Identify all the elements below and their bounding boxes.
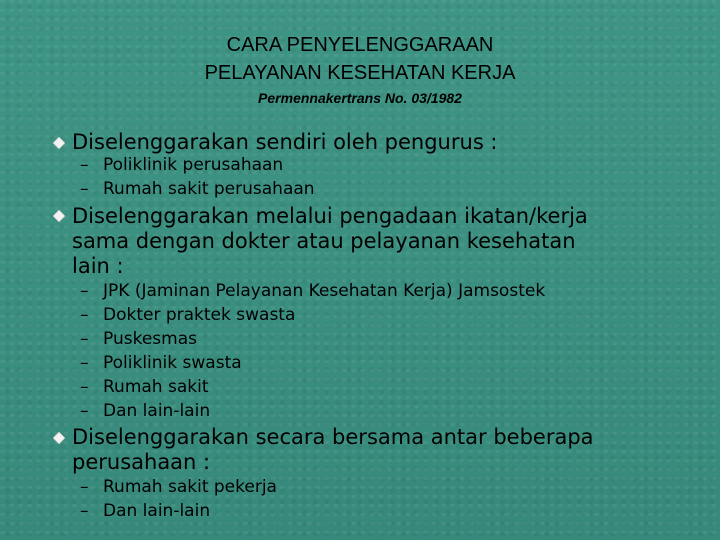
slide-title-line-2: PELAYANAN KESEHATAN KERJA — [204, 62, 516, 84]
dash-icon: – — [80, 281, 89, 301]
bullet-1-text: Diselenggarakan sendiri oleh pengurus : — [72, 130, 498, 154]
dash-icon: – — [80, 501, 89, 521]
diamond-bullet-icon — [53, 210, 65, 222]
bullet-2-text-line-1: Diselenggarakan melalui pengadaan ikatan/kerja — [72, 204, 588, 228]
dash-icon: – — [80, 155, 89, 175]
bullet-3-text-line-2: perusahaan : — [72, 450, 211, 474]
bullet-2-subitem-3: Puskesmas — [103, 329, 197, 349]
diamond-bullet-icon — [53, 432, 65, 444]
bullet-3-subitem-2: Dan lain-lain — [103, 501, 211, 521]
bullet-2-text-line-3: lain : — [72, 254, 124, 278]
dash-icon: – — [80, 353, 89, 373]
dash-icon: – — [80, 329, 89, 349]
dash-icon: – — [80, 377, 89, 397]
slide-subtitle: Permennakertrans No. 03/1982 — [258, 90, 462, 106]
bullet-3-text-line-1: Diselenggarakan secara bersama antar beberapa — [72, 425, 594, 449]
dash-icon: – — [80, 179, 89, 199]
dash-icon: – — [80, 305, 89, 325]
bullet-3-subitem-1: Rumah sakit pekerja — [103, 477, 277, 497]
bullet-2-subitem-1: JPK (Jaminan Pelayanan Kesehatan Kerja) Jamsostek — [103, 281, 546, 301]
bullet-2-subitem-5: Rumah sakit — [103, 377, 209, 397]
slide-title-line-1: CARA PENYELENGGARAAN — [226, 34, 494, 56]
bullet-2-text-line-2: sama dengan dokter atau pelayanan kesehatan — [72, 229, 576, 253]
bullet-1-subitem-2: Rumah sakit perusahaan — [103, 179, 315, 199]
dash-icon: – — [80, 477, 89, 497]
bullet-1-subitem-1: Poliklinik perusahaan — [103, 155, 284, 175]
bullet-2-subitem-2: Dokter praktek swasta — [103, 305, 296, 325]
diamond-bullet-icon — [53, 137, 65, 149]
bullet-2-subitem-4: Poliklinik swasta — [103, 353, 242, 373]
bullet-2-subitem-6: Dan lain-lain — [103, 401, 211, 421]
dash-icon: – — [80, 401, 89, 421]
